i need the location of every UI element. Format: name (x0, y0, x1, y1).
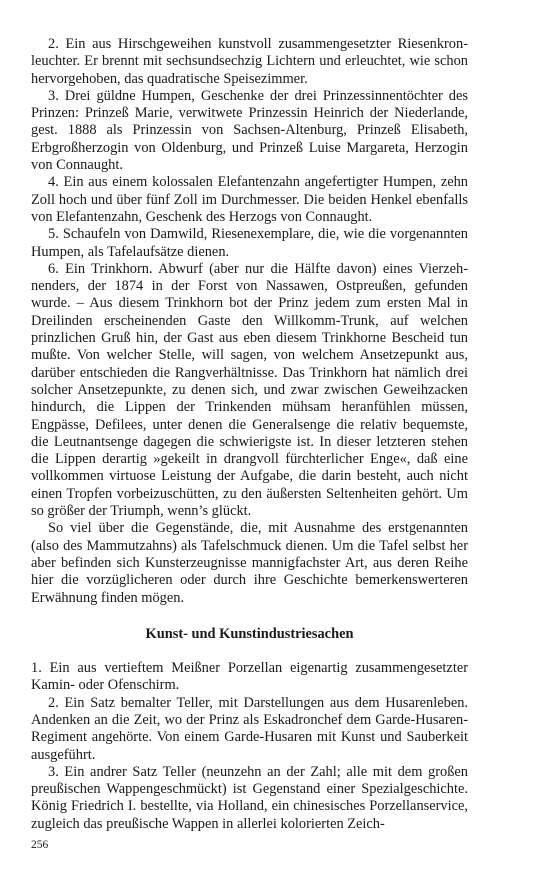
paragraph-chandelier: 2. Ein aus Hirschgeweihen kunstvoll zusammengesetzter Riesenkronleuchter. Er brennt mit sechsundsechzig Lichtern und erleuchtet, wie schon hervorgehoben, das quadratische Speisezimmer. (31, 36, 468, 87)
paragraph-drinking-horn: 6. Ein Trinkhorn. Abwurf (aber nur die Hälfte davon) eines Vierzehnenders, der 1874 in der Forst von Nassawen, Ostpreußen, gefunden wurde. – Aus diesem Trinkhorn bot der Prinz jedem zum ersten Mal in Dreilinden erscheinenden Gaste den Willkomm-Trunk, auf welchen prinzlichen Gruß hin, der Gast aus eben diesem Trinkhorne Bescheid tun mußte. Von welcher Stelle, will sagen, von welchem Ansetzepunkt aus, darüber entschieden die Rangverhältnisse. Das Trinkhorn hat nämlich drei solcher Ansetzepunkte, zu denen sich, und zwar zwischen Geweihzacken hindurch, die Lippen der Trinkenden mühsam heranfühlen müssen, Engpässe, Defilees, unter denen die Generalsenge die relativ bequemste, die Leutnantsenge dagegen die schwierigste ist. In dieser letzteren stehen die Lippen derartig »gekeilt in drangvoll fürchterlicher Enge«, daß eine vollkommen virtuose Leistung der Aufgabe, die darin besteht, auch nicht einen Tropfen vorbeizuschütten, zu den äußersten Seltenheiten gehört. Um so größer der Triumph, wenn’s glückt. (31, 260, 468, 520)
page-number: 256 (31, 839, 49, 851)
paragraph-ivory-tankard: 4. Ein aus einem kolossalen Elefantenzahn angefertigter Humpen, zehn Zoll hoch und über fünf Zoll im Durchmesser. Die beiden Henkel ebenfalls von Elefantenzahn, Geschenk des Herzogs von Connaught. (31, 174, 468, 225)
paragraph-coat-of-arms-plates: 3. Ein andrer Satz Teller (neunzehn an der Zahl; alle mit dem großen preußischen Wappengeschmückt) ist Gegenstand einer Spezialgeschichte. König Friedrich I. bestellte, via Holland, ein chinesisches Porzellanservice, zugleich das preußische Wappen in allerlei kolorierten Zeich- (31, 763, 468, 832)
page-body (31, 36, 468, 833)
paragraph-summary: So viel über die Gegenstände, die, mit Ausnahme des erstgenannten (also des Mammutzahns) als Tafelschmuck dienen. Um die Tafel selbst her aber befinden sich Kunsterzeugnisse mannigfachster Art, aus deren Reihe hier die vorzüglicheren oder durch ihre Geschichte bemerkenswerteren Erwähnung finden mögen. (31, 520, 468, 606)
paragraph-golden-tankards: 3. Drei güldne Humpen, Geschenke der drei Prinzessinnentöchter des Prinzen: Prinzeß Marie, verwitwete Prinzessin Heinrich der Niederlande, gest. 1888 als Prinzessin von Sachsen-Altenburg, Prinzeß Elisabeth, Erbgroßherzogin von Oldenburg, und Prinzeß Luise Margareta, Herzogin von Connaught. (31, 87, 468, 174)
paragraph-porcelain-screen: 1. Ein aus vertieftem Meißner Porzellan eigenartig zusammengesetzter Kamin- oder Ofenschirm. (31, 660, 468, 694)
paragraph-hussar-plates: 2. Ein Satz bemalter Teller, mit Darstellungen aus dem Husarenleben. Andenken an die Zeit, wo der Prinz als Eskadronchef dem Garde-Husaren-Regiment angehörte. Von einem Garde-Husaren mit Kunst und Sauberkeit ausgeführt. (31, 694, 468, 763)
section-heading: Kunst- und Kunstindustriesachen (145, 625, 354, 642)
paragraph-antler-shovels: 5. Schaufeln von Damwild, Riesenexemplare, die, wie die vorgenannten Humpen, als Tafelaufsätze dienen. (31, 226, 468, 260)
